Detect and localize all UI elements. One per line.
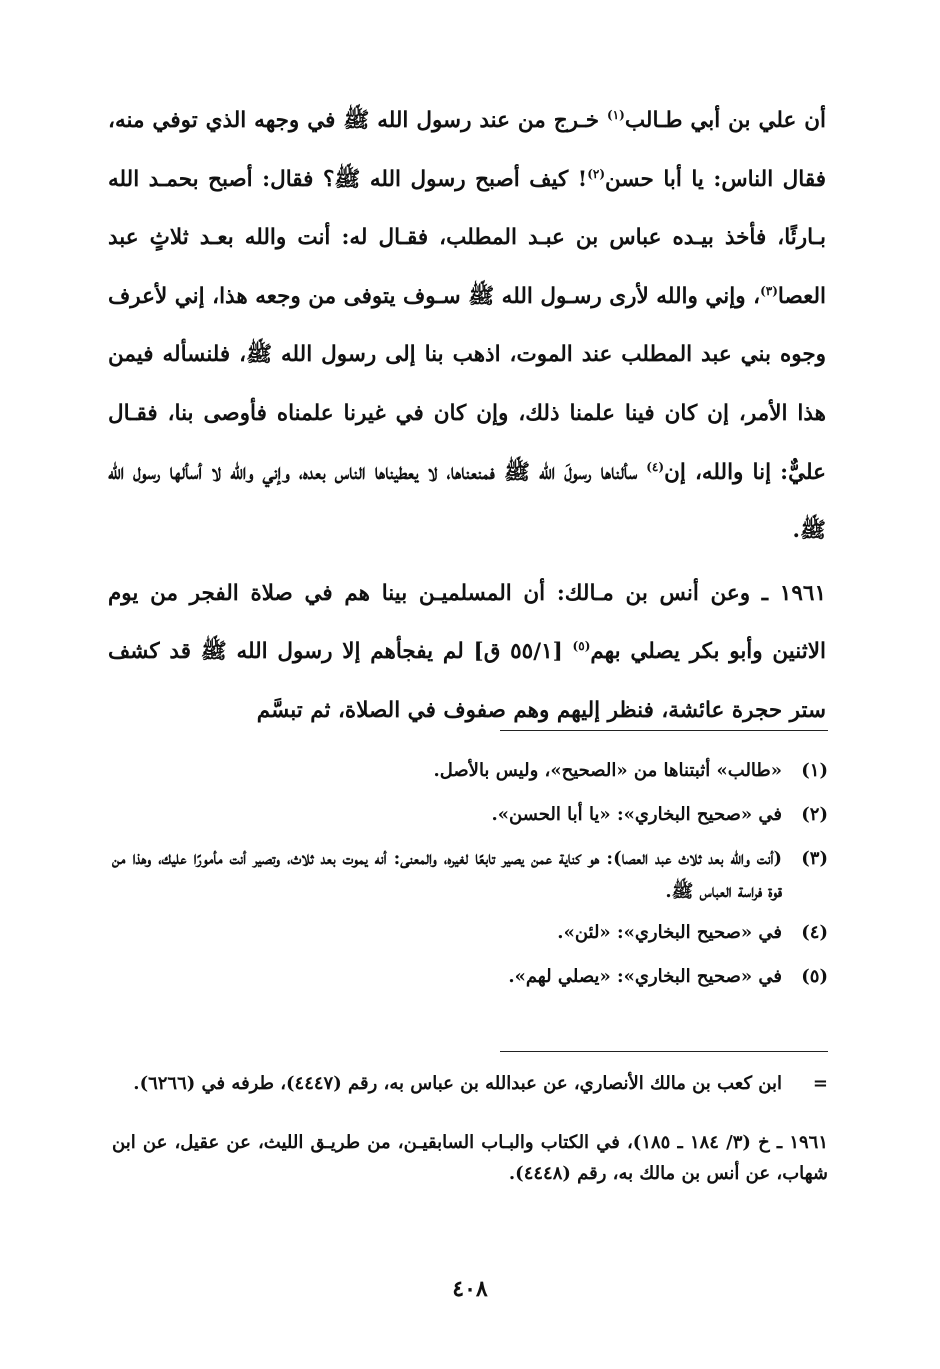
hadith-number: ١٩٦١ bbox=[779, 580, 826, 606]
footnote-text: (أنت والله بعد ثلاث عبد العصا): هو كناية عمن يصير تابعًا لغيره، والمعنى: أنه يموت بعد ثلاث، وتصير أنت مأمورًا عليك، وهذا من قوة فراسة العباس ﷺ. bbox=[112, 848, 782, 902]
footnote-2 bbox=[112, 796, 828, 834]
page-number: ٤٠٨ bbox=[452, 1276, 488, 1302]
footnote-number: (٤) bbox=[801, 922, 828, 943]
footnote-text: في «صحيح البخاري»: «لئن». bbox=[557, 922, 782, 943]
footnote-ref-2[interactable]: (٢) bbox=[587, 166, 606, 181]
footnote-divider bbox=[500, 730, 828, 731]
takhrij-continuation-text: ابن كعب بن مالك الأنصاري، عن عبدالله بن عباس به، رقم (٤٤٤٧)، طرفه في (٦٢٦٦). bbox=[133, 1073, 782, 1094]
footnote-ref-1[interactable]: (١) bbox=[606, 107, 625, 122]
footnote-1 bbox=[112, 752, 828, 790]
footnote-ref-4[interactable]: (٤) bbox=[646, 459, 665, 474]
takhrij-divider bbox=[500, 1051, 828, 1052]
takhrij-section bbox=[112, 1068, 828, 1189]
takhrij-continuation bbox=[112, 1068, 828, 1099]
footnote-text: في «صحيح البخاري»: «يا أبا الحسن». bbox=[491, 804, 782, 825]
footnotes bbox=[112, 752, 828, 996]
hadith-paragraph-1961: ١٩٦١ ـ وعن أنس بن مـالك: أن المسلميـن بينا هم في صلاة الفجر من يوم الاثنين وأبو بكر يصلي بهم$^{(٥)}$ [٥٥/١ ق] لم يفجأهم إلا رسول الله ﷺ قد كشف ستر حجرة عائشة، فنظر إليهم وهم صفوف في الصلاة، ثم تبسَّم bbox=[108, 580, 826, 723]
continuation-mark: = bbox=[812, 1073, 828, 1094]
footnote-number: (٣) bbox=[801, 848, 828, 869]
footnote-text: «طالب» أثبتناها من «الصحيح»، وليس بالأصل. bbox=[433, 760, 782, 781]
footnote-number: (٢) bbox=[801, 804, 828, 825]
footnote-number: (٥) bbox=[801, 966, 828, 987]
footnote-text: في «صحيح البخاري»: «يصلي لهم». bbox=[508, 966, 782, 987]
takhrij-entry-1961: ١٩٦١ ـ خ (٣/ ١٨٤ ـ ١٨٥)، في الكتاب والبـاب السابقيـن، من طريـق الليث، عن عقيل، عن ابن شهاب، عن أنس بن مالك به، رقم (٤٤٤٨). bbox=[112, 1132, 828, 1184]
footnote-3 bbox=[112, 840, 828, 908]
footnote-5 bbox=[112, 958, 828, 996]
footnote-ref-5[interactable]: (٥) bbox=[572, 639, 591, 654]
hadith-paragraph-continuation: أن علي بن أبي طـالب$^{(١)}$ خـرج من عند رسول الله ﷺ في وجهه الذي توفي منه، فقال الناس: يا أبا حسن$^{(٢)}$! كيف أصبح رسول الله ﷺ؟ فقال: أصبح بحمـد الله بـارئًا، فأخذ بيـده عباس بن عبـد المطلب، فقـال له: أنت والله بعـد ثلاثٍ عبد العصا$^{(٣)}$، وإني والله لأرى رسـول الله ﷺ سـوف يتوفى من وجعه هذا، إني لأعرف وجوه بني عبد المطلب عند الموت، اذهب بنا إلى رسول الله ﷺ، فلنسأله فيمن هذا الأمر، إن كان فينا علمنا ذلك، وإن كان في غيرنا علمناه فأوصى بنا، فقـال عليٌّ: إنا والله، إن$^{(٤)}$ سألناها رسولَ الله ﷺ فمنعناها، لا يعطيناها الناس بعده، وإني والله لا أسألها رسول الله ﷺ. bbox=[108, 107, 827, 544]
footnote-number: (١) bbox=[801, 760, 828, 781]
footnote-ref-3[interactable]: (٣) bbox=[760, 283, 778, 298]
main-text bbox=[108, 92, 826, 741]
footnote-4 bbox=[112, 914, 828, 952]
